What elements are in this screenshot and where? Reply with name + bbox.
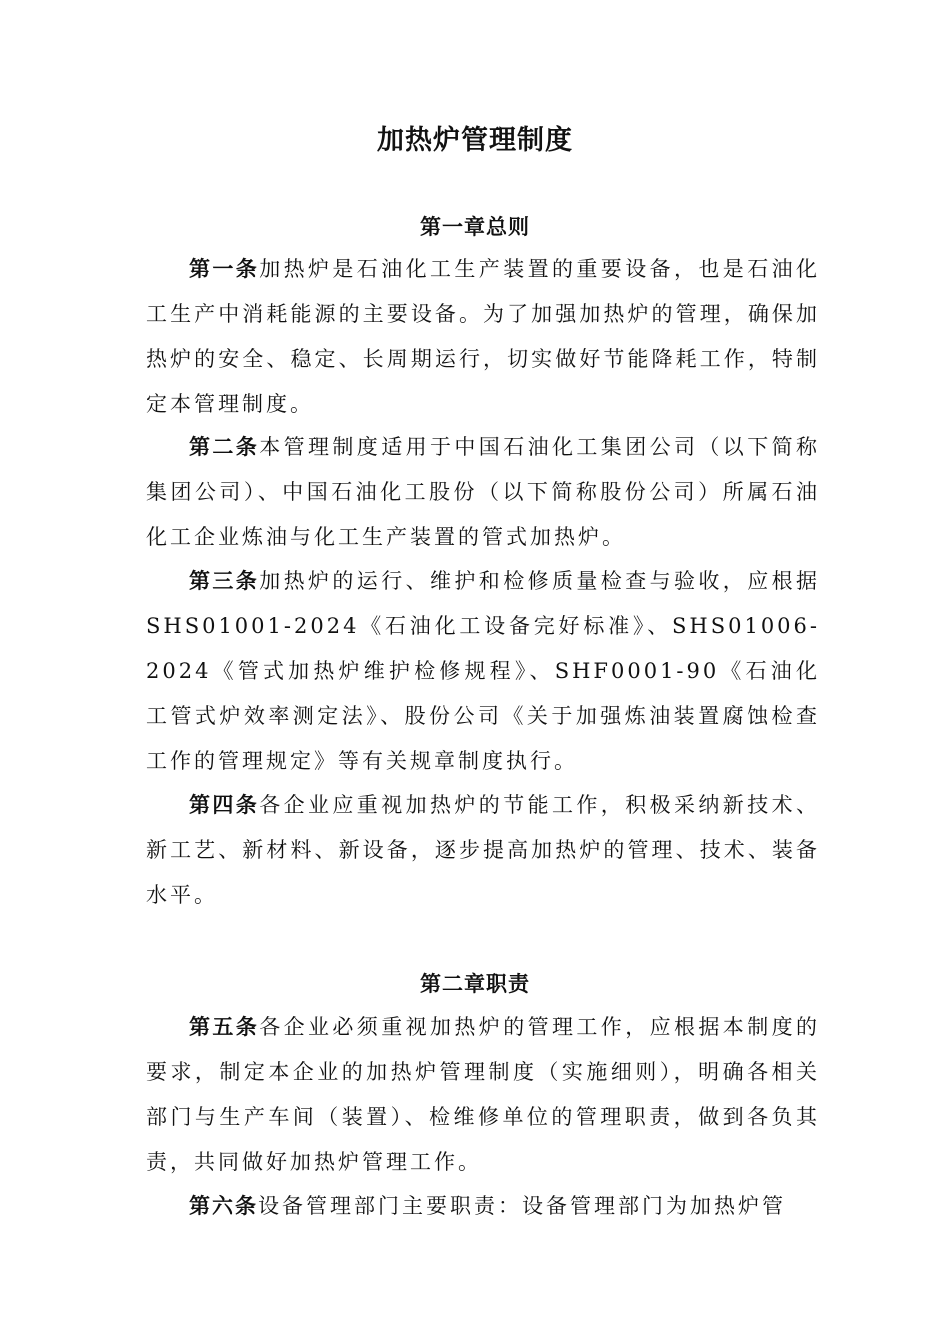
article-paragraph [146, 1004, 820, 1185]
article-text: 加热炉的运行、维护和检修质量检查与验收，应根据SHS01001-2024《石油化工设备完好标准》、SHS01006-2024《管式加热炉维护检修规程》、SHF0001-90《石油化工管式炉效率测定法》、股份公司《关于加强炼油装置腐蚀检查工作的管理规定》等有关规章制度执行。 [146, 569, 821, 773]
chapter-heading: 第一章总则 [420, 214, 530, 239]
chapter-heading: 第二章职责 [420, 971, 530, 996]
article-label: 第一条 [189, 256, 260, 281]
article-paragraph [146, 558, 820, 784]
article-label: 第二条 [189, 434, 260, 459]
article-label: 第三条 [189, 568, 260, 593]
article-paragraph [146, 782, 820, 918]
article-text: 本管理制度适用于中国石油化工集团公司（以下简称集团公司）、中国石油化工股份（以下简称股份公司）所属石油化工企业炼油与化工生产装置的管式加热炉。 [146, 435, 821, 549]
article-paragraph [146, 246, 820, 427]
article-label: 第五条 [189, 1014, 260, 1039]
article-paragraph [146, 1183, 820, 1229]
article-paragraph [146, 424, 820, 560]
article-text: 各企业应重视加热炉的节能工作，积极采纳新技术、新工艺、新材料、新设备，逐步提高加热炉的管理、技术、装备水平。 [146, 793, 821, 907]
article-text: 加热炉是石油化工生产装置的重要设备，也是石油化工生产中消耗能源的主要设备。为了加强加热炉的管理，确保加热炉的安全、稳定、长周期运行，切实做好节能降耗工作，特制定本管理制度。 [146, 257, 821, 416]
article-text: 各企业必须重视加热炉的管理工作，应根据本制度的要求，制定本企业的加热炉管理制度（实施细则），明确各相关部门与生产车间（装置）、检维修单位的管理职责，做到各负其责，共同做好加热炉管理工作。 [146, 1015, 821, 1174]
article-text: 设备管理部门主要职责：设备管理部门为加热炉管 [258, 1194, 786, 1218]
article-label: 第六条 [189, 1193, 258, 1218]
document-title: 加热炉管理制度 [377, 125, 573, 156]
article-label: 第四条 [189, 792, 260, 817]
